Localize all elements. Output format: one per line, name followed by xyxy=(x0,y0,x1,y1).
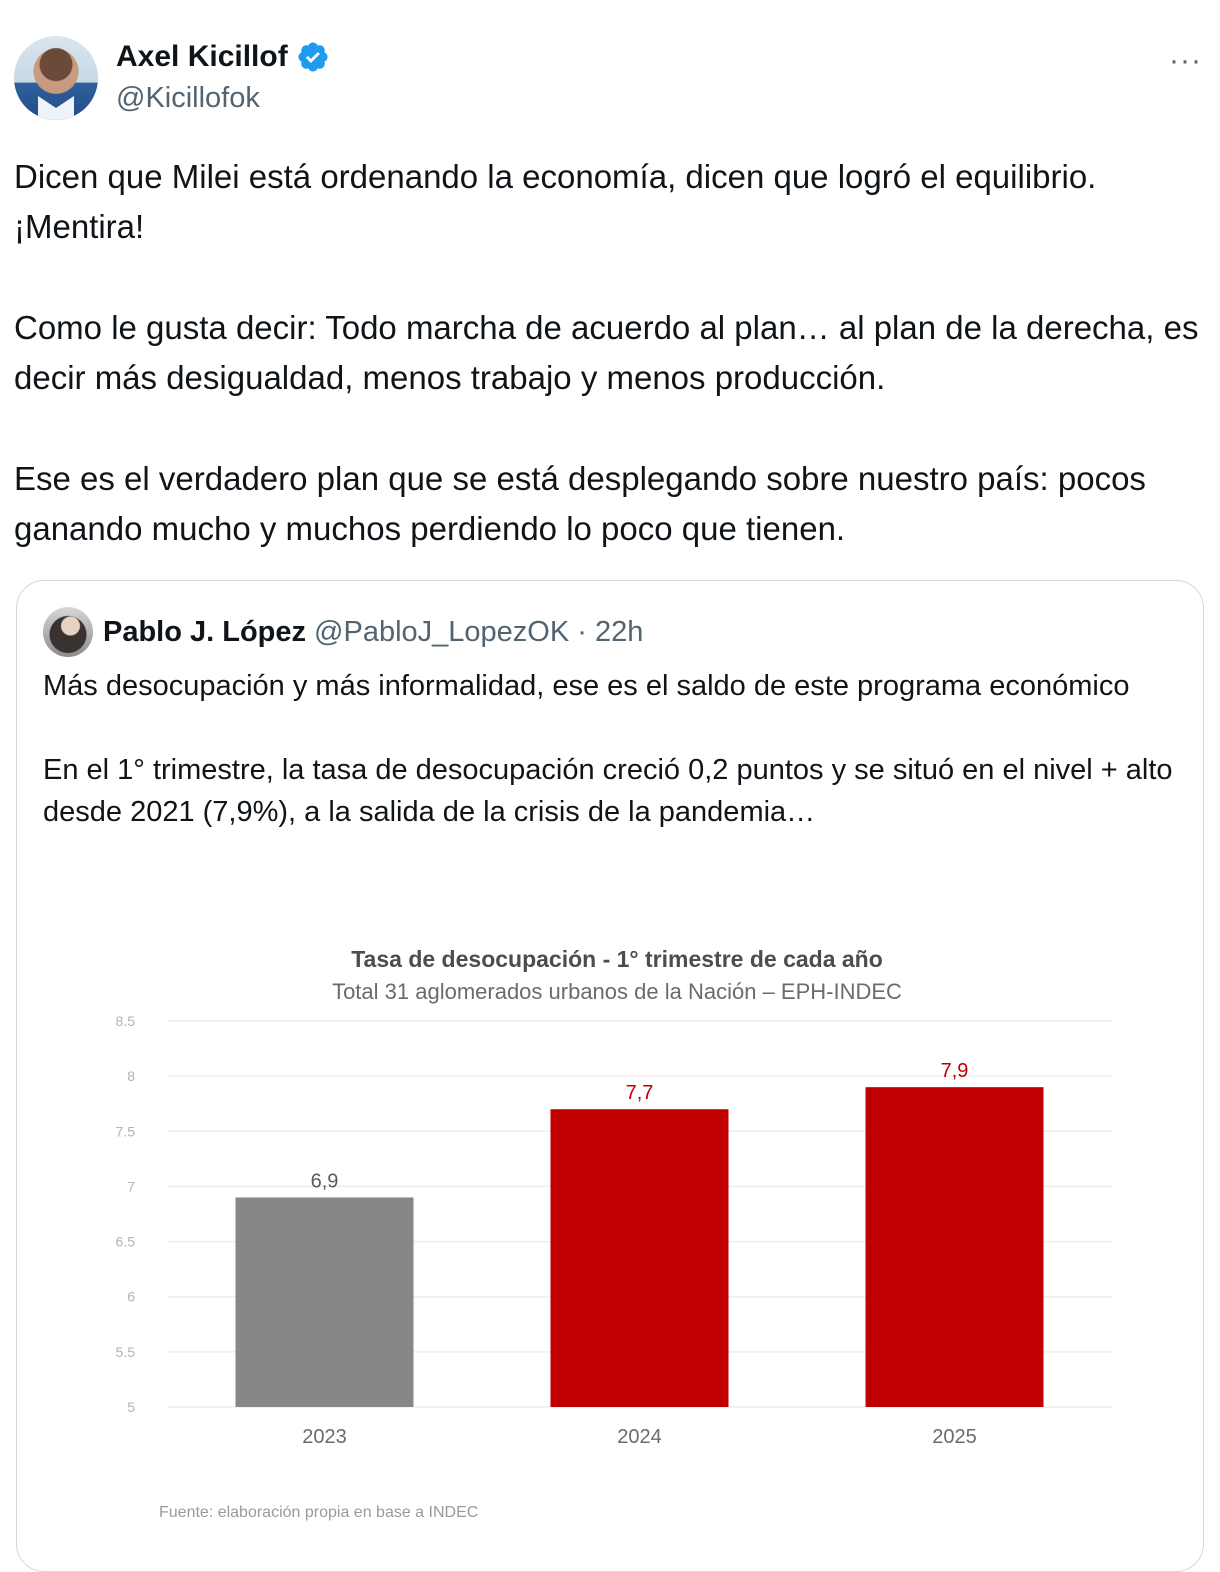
tweet-paragraph: Dicen que Milei está ordenando la economía, dicen que logró el equilibrio. ¡Mentira! xyxy=(14,158,1097,245)
bar-2024 xyxy=(551,1109,729,1407)
quoted-author-avatar xyxy=(43,607,93,657)
y-tick-label: 5 xyxy=(127,1399,135,1415)
y-tick-label: 6 xyxy=(127,1288,135,1305)
quoted-tweet-body xyxy=(43,665,1173,875)
tweet-header xyxy=(14,36,1206,124)
avatar-shirt xyxy=(38,96,74,120)
quoted-paragraph: Más desocupación y más informalidad, ese es el saldo de este programa económico xyxy=(43,670,1130,702)
chart-x-ticks xyxy=(302,1426,977,1448)
x-tick-label: 2025 xyxy=(932,1426,977,1448)
more-options-icon[interactable]: ··· xyxy=(1169,44,1202,77)
y-tick-label: 6.5 xyxy=(115,1233,135,1250)
y-tick-label: 7.5 xyxy=(115,1123,135,1140)
author-display-name[interactable]: Axel Kicillof xyxy=(116,40,288,73)
bar-2025 xyxy=(866,1087,1044,1407)
chart-bars xyxy=(236,1087,1044,1407)
data-label-2023: 6,9 xyxy=(310,1170,339,1193)
chart-title: Tasa de desocupación - 1° trimestre de cada año xyxy=(351,946,883,972)
chart-y-ticks xyxy=(116,1013,136,1415)
author-name-row xyxy=(116,40,330,74)
quoted-author-name: Pablo J. López xyxy=(103,615,307,648)
chart-source: Fuente: elaboración propia en base a INDEC xyxy=(159,1504,479,1521)
y-tick-label: 7 xyxy=(127,1178,135,1195)
quoted-paragraph: En el 1° trimestre, la tasa de desocupación creció 0,2 puntos y se situó en el nivel + alto desde 2021 (7,9%), a la salida de la crisis de la pandemia… xyxy=(43,754,1173,828)
tweet-body xyxy=(14,152,1206,605)
data-label-2025: 7,9 xyxy=(940,1060,969,1083)
unemployment-bar-chart xyxy=(17,921,1203,1541)
data-label-2024: 7,7 xyxy=(625,1082,654,1105)
tweet-paragraph: Ese es el verdadero plan que se está desplegando sobre nuestro país: pocos ganando mucho y muchos perdiendo lo poco que tienen. xyxy=(14,460,1146,547)
author-avatar[interactable] xyxy=(14,36,98,120)
quoted-author-handle-time: @PabloJ_LopezOK · 22h xyxy=(314,615,644,648)
tweet-paragraph: Como le gusta decir: Todo marcha de acuerdo al plan… al plan de la derecha, es decir más desigualdad, menos trabajo y menos producción. xyxy=(14,309,1199,396)
author-handle[interactable]: @Kicillofok xyxy=(116,82,260,114)
x-tick-label: 2023 xyxy=(302,1426,347,1448)
verified-badge-icon xyxy=(296,40,330,74)
y-tick-label: 5.5 xyxy=(115,1343,135,1360)
bar-2023 xyxy=(236,1197,414,1407)
y-tick-label: 8.5 xyxy=(115,1013,135,1029)
chart-subtitle: Total 31 aglomerados urbanos de la Nación – EPH-INDEC xyxy=(332,979,902,1004)
y-tick-label: 8 xyxy=(127,1068,135,1085)
quoted-tweet-header xyxy=(43,607,643,657)
x-tick-label: 2024 xyxy=(617,1426,662,1448)
quoted-tweet[interactable] xyxy=(16,580,1204,1572)
